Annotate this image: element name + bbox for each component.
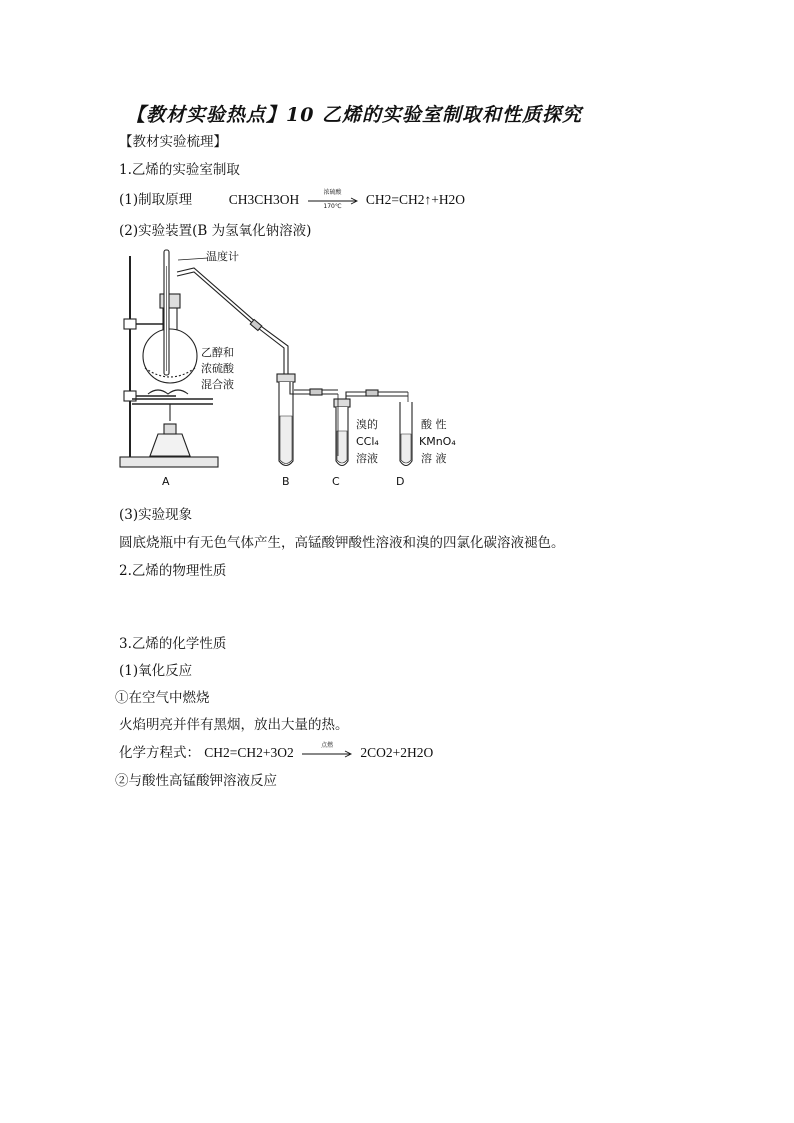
round-bottom-flask xyxy=(143,329,197,383)
equation-product: CH2=CH2↑+H2O xyxy=(365,192,466,207)
apparatus-diagram xyxy=(118,246,488,491)
condition-temperature: 170℃ xyxy=(323,202,342,210)
heading-physical-properties: 2.乙烯的物理性质 xyxy=(119,563,227,579)
arrow-icon xyxy=(300,747,354,761)
flask-label-3: 混合液 xyxy=(201,378,234,391)
label-b: B xyxy=(282,475,290,488)
burning-label: ①在空气中燃烧 xyxy=(115,690,210,706)
heading-chemical-properties: 3.乙烯的化学性质 xyxy=(119,636,227,652)
apparatus-label: (2)实验装置(B 为氢氧化钠溶液) xyxy=(119,223,312,239)
principle-line xyxy=(119,188,465,208)
flask-label-1: 乙醇和 xyxy=(201,346,234,359)
phenomenon-label: (3)实验现象 xyxy=(119,507,193,523)
phenomenon-text: 圆底烧瓶中有无色气体产生，高锰酸钾酸性溶液和溴的四氯化碳溶液褪色。 xyxy=(119,535,565,551)
label-c: C xyxy=(332,475,340,488)
tube-d-label-3: 溶 液 xyxy=(421,452,447,465)
thermometer-label: 温度计 xyxy=(206,250,239,263)
heading-preparation: 1.乙烯的实验室制取 xyxy=(119,162,240,178)
combustion-equation-line xyxy=(119,741,433,761)
equation-reactant: CH3CH3OH xyxy=(228,192,300,207)
flask-liquid xyxy=(145,368,195,377)
combustion-product: 2CO2+2H2O xyxy=(360,745,434,760)
condition-catalyst: 浓硫酸 xyxy=(323,188,342,196)
equation-label: 化学方程式： xyxy=(119,745,200,761)
flame xyxy=(148,390,188,394)
combustion-reactant: CH2=CH2+3O2 xyxy=(204,745,294,760)
reaction-arrow xyxy=(306,188,360,210)
burning-text: 火焰明亮并伴有黑烟，放出大量的热。 xyxy=(119,717,349,733)
flask-label-2: 浓硫酸 xyxy=(201,362,234,375)
condition-ignite: 点燃 xyxy=(321,741,334,749)
label-d: D xyxy=(396,475,405,488)
alcohol-lamp xyxy=(150,434,190,456)
tube-c-label-1: 溴的 xyxy=(356,418,378,431)
principle-label: (1)制取原理 xyxy=(119,192,193,208)
tube-d-label-1: 酸 性 xyxy=(421,418,447,431)
oxidation-label: (1)氧化反应 xyxy=(119,663,193,679)
section-header: 【教材实验梳理】 xyxy=(119,134,227,150)
tube-c-label-3: 溶液 xyxy=(356,452,378,465)
stopper-b xyxy=(277,374,295,382)
tube-d-label-2: KMnO₄ xyxy=(419,435,456,448)
combustion-arrow xyxy=(300,741,354,761)
label-a: A xyxy=(162,475,170,488)
kmno4-reaction-label: ②与酸性高锰酸钾溶液反应 xyxy=(115,773,277,789)
page-title: 【教材实验热点】10 乙烯的实验室制取和性质探究 xyxy=(126,104,583,126)
stopper xyxy=(160,294,180,308)
stand-base xyxy=(120,457,218,467)
tube-c-label-2: CCl₄ xyxy=(356,435,379,448)
stopper-c xyxy=(334,399,350,407)
